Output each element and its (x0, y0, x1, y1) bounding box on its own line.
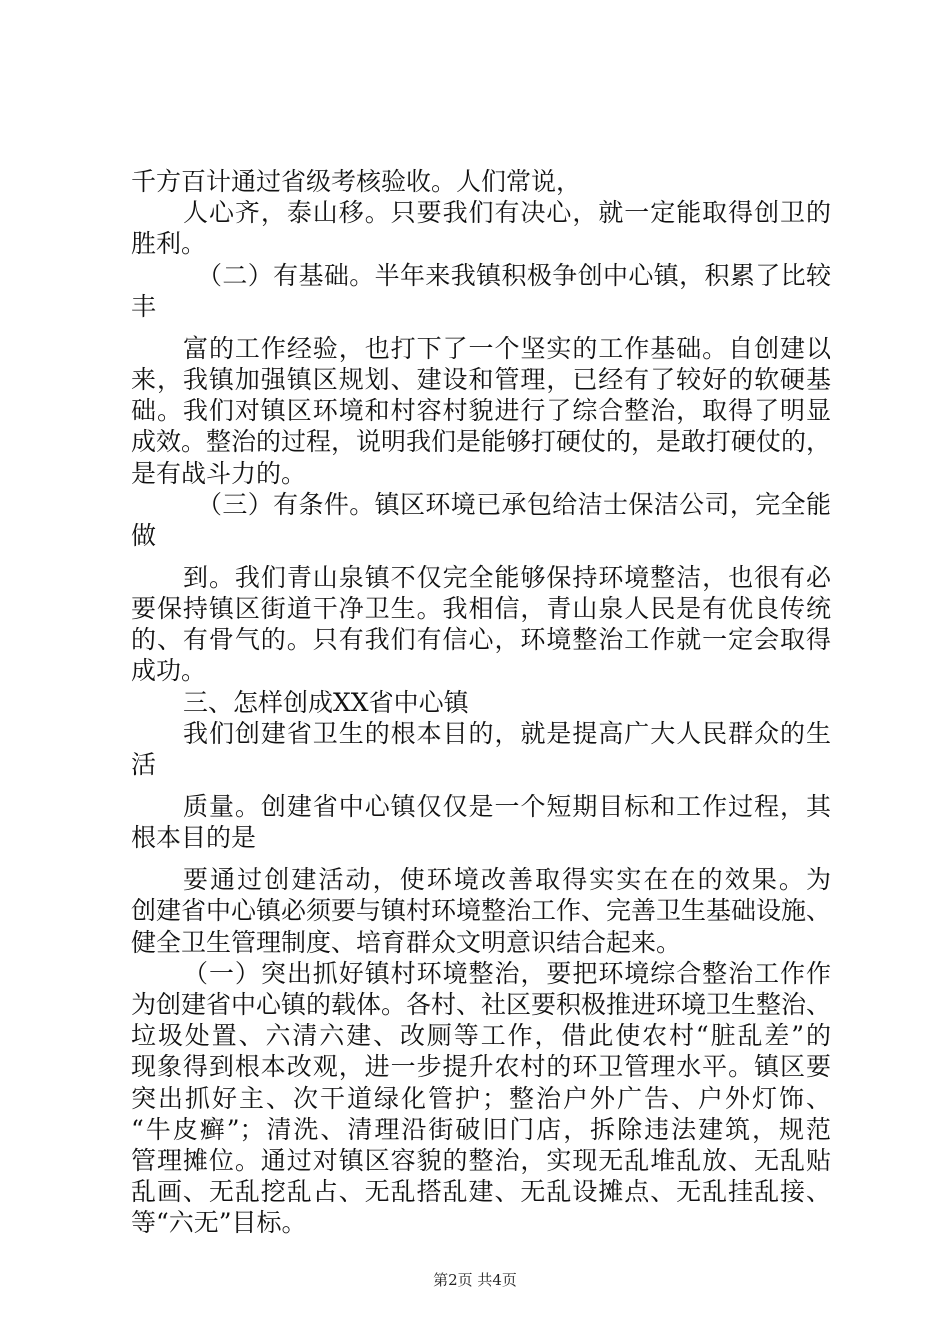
text-line: 富的工作经验，也打下了一个坚实的工作基础。自创建以 (183, 334, 831, 363)
text-line: 根本目的是 (131, 824, 257, 853)
text-line: 来，我镇加强镇区规划、建设和管理，已经有了较好的软硬基 (131, 365, 831, 394)
text-line: 为创建省中心镇的载体。各村、社区要积极推进环境卫生整治、 (131, 990, 831, 1019)
text-line: 我们创建省卫生的根本目的，就是提高广大人民群众的生 (183, 719, 831, 748)
text-line: 创建省中心镇必须要与镇村环境整治工作、完善卫生基础设施、 (131, 897, 831, 926)
text-line: 千方百计通过省级考核验收。人们常说， (131, 168, 582, 196)
text-line: 健全卫生管理制度、培育群众文明意识结合起来。 (131, 928, 682, 957)
text-line: 成效。整治的过程，说明我们是能够打硬仗的，是敢打硬仗的， (131, 428, 831, 457)
text-line: 管理摊位。通过对镇区容貌的整治，实现无乱堆乱放、无乱贴 (131, 1146, 831, 1175)
body-text (131, 168, 831, 1240)
text-line: 活 (131, 751, 157, 779)
text-line: 等“六无”目标。 (131, 1209, 307, 1238)
text-line: 础。我们对镇区环境和村容村貌进行了综合整治，取得了明显 (131, 397, 831, 426)
page-number: 第2页 共4页 (433, 1271, 517, 1289)
section-heading: 三、怎样创成XX省中心镇 (183, 688, 469, 717)
text-line: 的、有骨气的。只有我们有信心，环境整治工作就一定会取得 (131, 626, 831, 655)
text-line: （二）有基础。半年来我镇积极争创中心镇，积累了比较 (197, 261, 831, 290)
page-footer (0, 1271, 950, 1289)
text-line: 是有战斗力的。 (131, 459, 307, 488)
text-line: 乱画、无乱挖乱占、无乱搭乱建、无乱设摊点、无乱挂乱接、 (131, 1178, 831, 1207)
text-line: “牛皮癣”；清洗、清理沿街破旧门店，拆除违法建筑，规范 (131, 1115, 831, 1144)
text-line: 人心齐，泰山移。只要我们有决心，就一定能取得创卫的 (183, 199, 831, 228)
text-line: （一）突出抓好镇村环境整治，要把环境综合整治工作作 (183, 959, 831, 988)
text-line: 现象得到根本改观，进一步提升农村的环卫管理水平。镇区要 (131, 1053, 831, 1082)
text-line: 成功。 (131, 657, 207, 686)
text-line: 要保持镇区街道干净卫生。我相信，青山泉人民是有优良传统 (131, 595, 831, 624)
text-line: （三）有条件。镇区环境已承包给洁士保洁公司，完全能 (197, 490, 831, 519)
text-line: 突出抓好主、次干道绿化管护；整治户外广告、户外灯饰、 (131, 1084, 831, 1113)
text-line: 到。我们青山泉镇不仅完全能够保持环境整洁，也很有必 (183, 563, 831, 592)
text-line: 丰 (131, 292, 157, 321)
text-line: 要通过创建活动，使环境改善取得实实在在的效果。为 (183, 866, 831, 895)
text-line: 做 (131, 521, 157, 550)
text-line: 质量。创建省中心镇仅仅是一个短期目标和工作过程，其 (183, 793, 831, 821)
text-line: 胜利。 (131, 230, 207, 259)
text-line: 垃圾处置、六清六建、改厕等工作，借此使农村“脏乱差”的 (131, 1022, 831, 1051)
